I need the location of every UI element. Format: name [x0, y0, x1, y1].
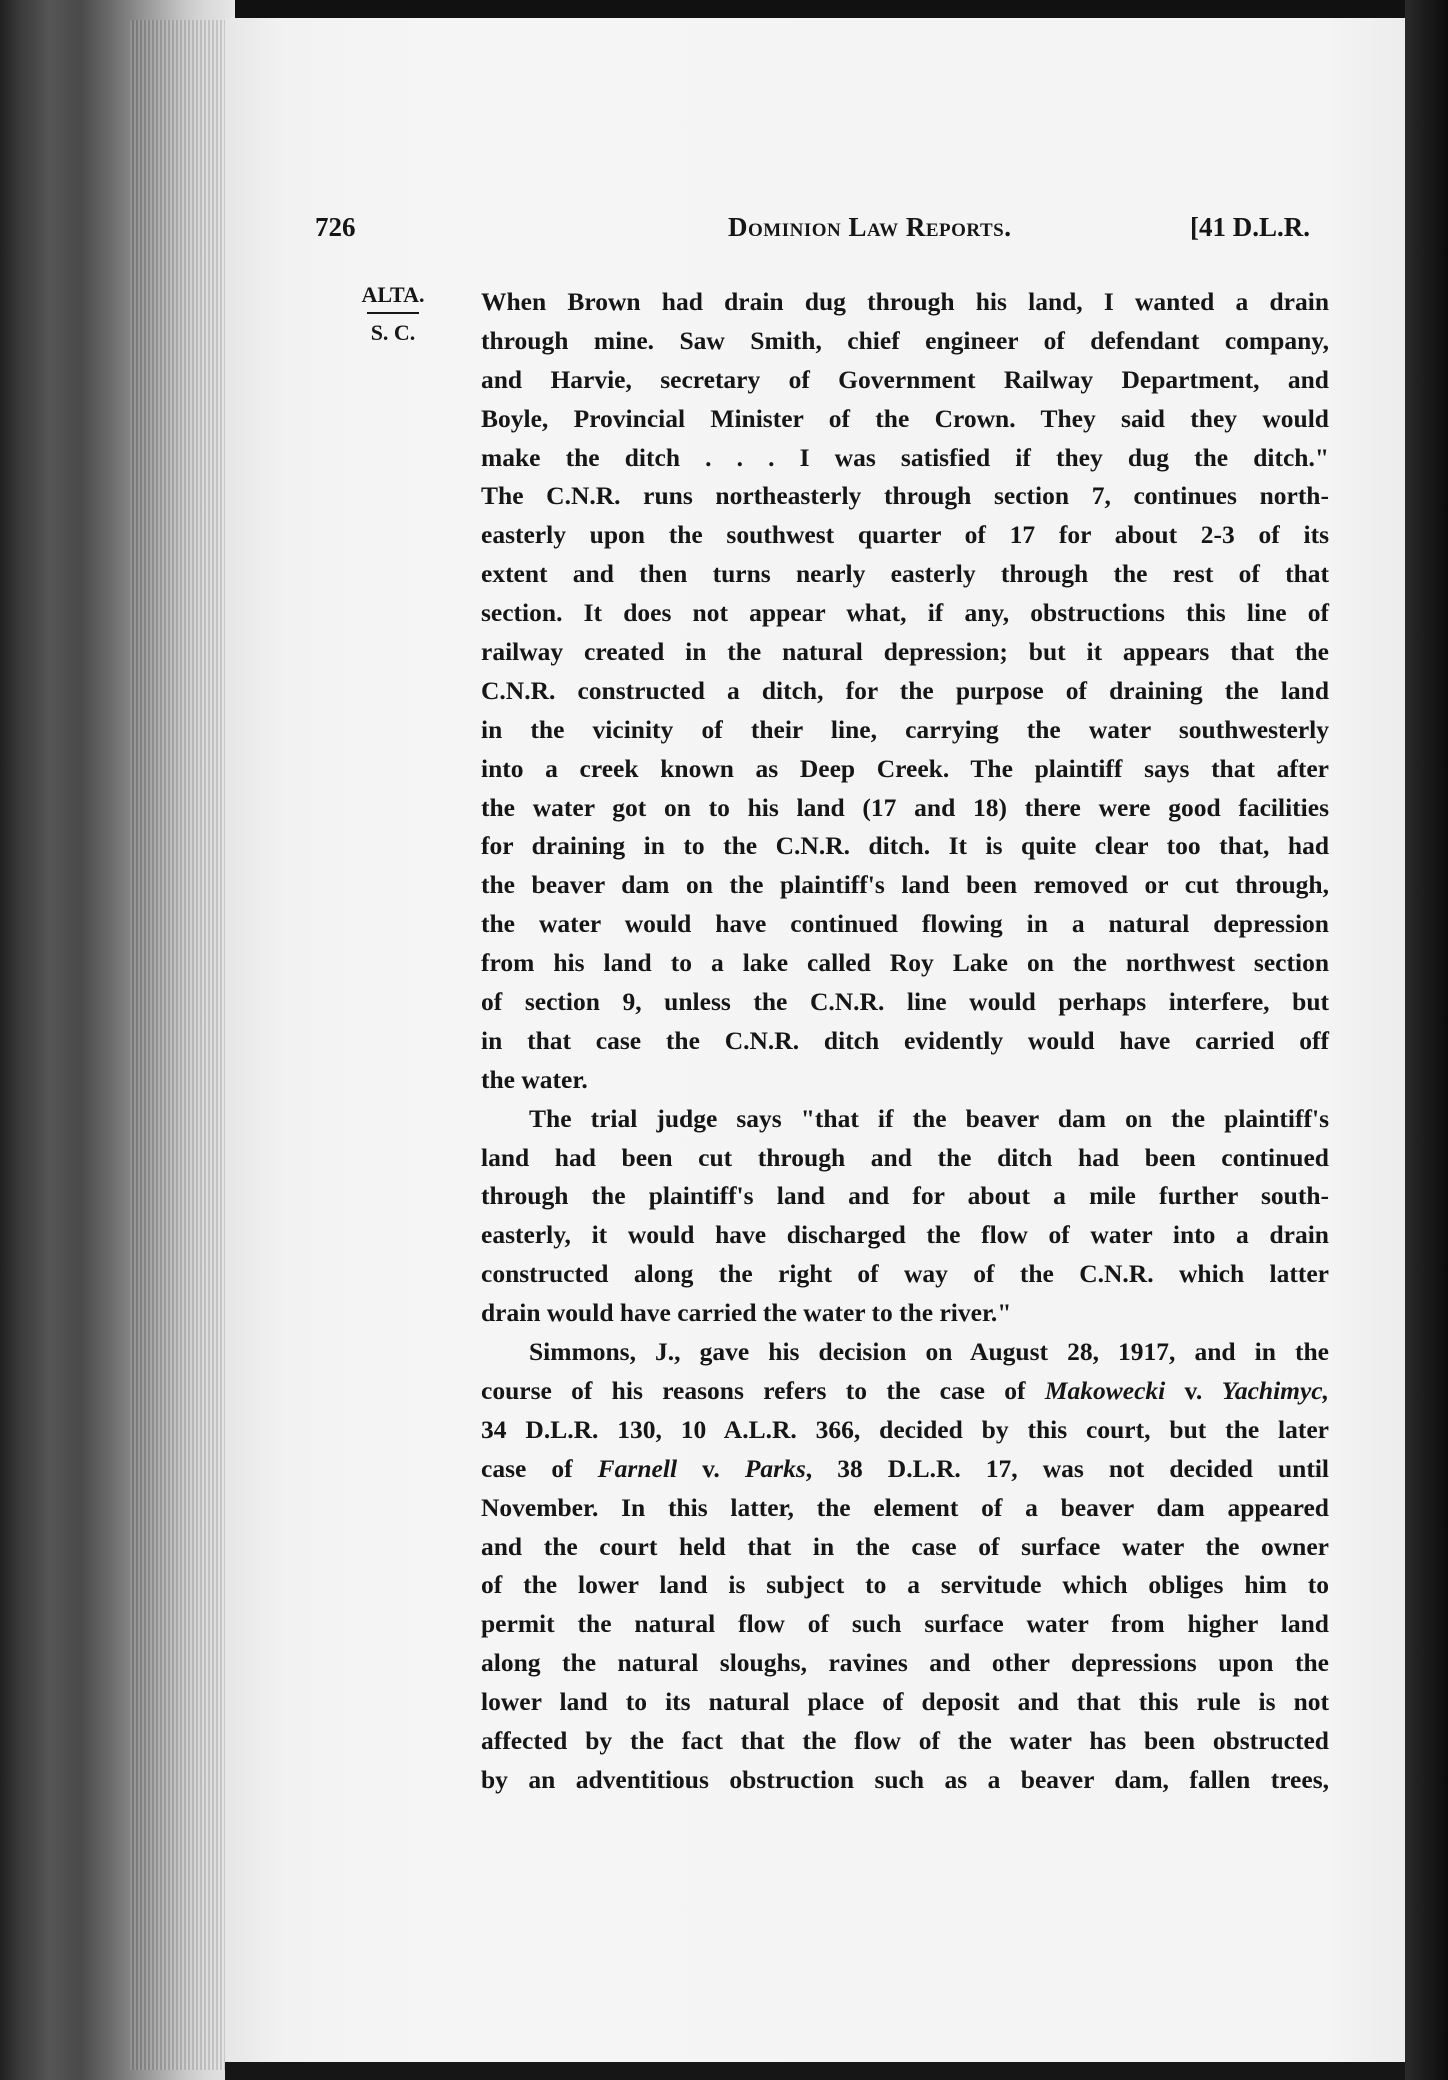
text-line: by an adventitious obstruction such as a beaver dam, fallen trees,	[481, 1764, 1329, 1794]
text-line: easterly upon the southwest quarter of 17 for about 2-3 of its	[481, 520, 1329, 550]
text-line: through mine. Saw Smith, chief engineer of defendant company,	[481, 325, 1329, 355]
text-line: in the vicinity of their line, carrying the water southwesterly	[481, 714, 1329, 744]
text-line: The C.N.R. runs northeasterly through section 7, continues north-	[481, 481, 1329, 511]
text-line: section. It does not appear what, if any, obstructions this line of	[481, 598, 1329, 628]
text-segment: case of	[481, 1453, 598, 1483]
case-name: Yachimyc,	[1221, 1375, 1329, 1405]
text-line: constructed along the right of way of the C.N.R. which latter	[481, 1259, 1329, 1289]
case-name: Makowecki	[1044, 1375, 1166, 1405]
text-line	[481, 1450, 1329, 1489]
text-line: from his land to a lake called Roy Lake on the northwest section	[481, 948, 1329, 978]
text-line: railway created in the natural depression; but it appears that the	[481, 637, 1329, 667]
text-line: through the plaintiff's land and for about a mile further south-	[481, 1181, 1329, 1211]
text-line: affected by the fact that the flow of the water has been obstructed	[481, 1725, 1329, 1755]
text-line: permit the natural flow of such surface water from higher land	[481, 1609, 1329, 1639]
text-line: The trial judge says "that if the beaver dam on the plaintiff's	[529, 1103, 1329, 1133]
text-line: 34 D.L.R. 130, 10 A.L.R. 366, decided by this court, but the later	[481, 1414, 1329, 1444]
text-line: Boyle, Provincial Minister of the Crown. They said they would	[481, 403, 1329, 433]
text-line: land had been cut through and the ditch had been continued	[481, 1142, 1329, 1172]
case-name: Farnell	[597, 1453, 678, 1483]
text-line: along the natural sloughs, ravines and other depressions upon the	[481, 1648, 1329, 1678]
text-line	[481, 1372, 1329, 1411]
text-segment: v.	[677, 1453, 745, 1483]
text-line: When Brown had drain dug through his land, I wanted a drain	[481, 287, 1329, 316]
text-line: easterly, it would have discharged the flow of water into a drain	[481, 1220, 1329, 1250]
text-line: and the court held that in the case of surface water the owner	[481, 1531, 1329, 1561]
text-line: November. In this latter, the element of a beaver dam appeared	[481, 1492, 1329, 1522]
volume-reference: [41 D.L.R.	[1190, 212, 1310, 242]
margin-rule	[367, 312, 419, 314]
body-text	[481, 283, 1329, 1800]
text-line: the beaver dam on the plaintiff's land been removed or cut through,	[481, 870, 1329, 900]
margin-court: S. C.	[370, 320, 416, 345]
text-line: lower land to its natural place of deposit and that this rule is not	[481, 1687, 1329, 1717]
text-line: drain would have carried the water to the river."	[481, 1298, 1012, 1328]
text-line: the water got on to his land (17 and 18) there were good facilities	[481, 792, 1329, 822]
text-line: for draining in to the C.N.R. ditch. It is quite clear too that, had	[481, 831, 1329, 861]
text-line: of the lower land is subject to a servitude which obliges him to	[481, 1570, 1329, 1600]
scan-border-bottom	[225, 2062, 1405, 2080]
text-line: and Harvie, secretary of Government Railway Department, and	[481, 364, 1329, 394]
text-line: C.N.R. constructed a ditch, for the purpose of draining the land	[481, 675, 1329, 705]
text-line: in that case the C.N.R. ditch evidently would have carried off	[481, 1025, 1329, 1055]
text-line: the water.	[481, 1064, 588, 1094]
text-line: the water would have continued flowing in a natural depression	[481, 909, 1329, 939]
page-number: 726	[315, 212, 356, 242]
text-line: extent and then turns nearly easterly through the rest of that	[481, 559, 1329, 589]
book-page-stack	[130, 20, 235, 2070]
case-name: Parks	[744, 1453, 806, 1483]
margin-note	[353, 282, 433, 346]
text-line: of section 9, unless the C.N.R. line would perhaps interfere, but	[481, 987, 1329, 1017]
scan-border-right	[1405, 0, 1448, 2080]
text-line: into a creek known as Deep Creek. The plaintiff says that after	[481, 753, 1329, 783]
text-line: make the ditch . . . I was satisfied if they dug the ditch."	[481, 442, 1329, 472]
text-line: Simmons, J., gave his decision on August 28, 1917, and in the	[529, 1337, 1329, 1367]
text-segment: v.	[1165, 1375, 1222, 1405]
running-title: Dominion Law Reports.	[728, 212, 1012, 242]
margin-court-province: ALTA.	[361, 282, 425, 307]
text-segment: course of his reasons refers to the case of	[481, 1375, 1045, 1405]
text-segment: , 38 D.L.R. 17, was not decided until	[805, 1453, 1330, 1483]
